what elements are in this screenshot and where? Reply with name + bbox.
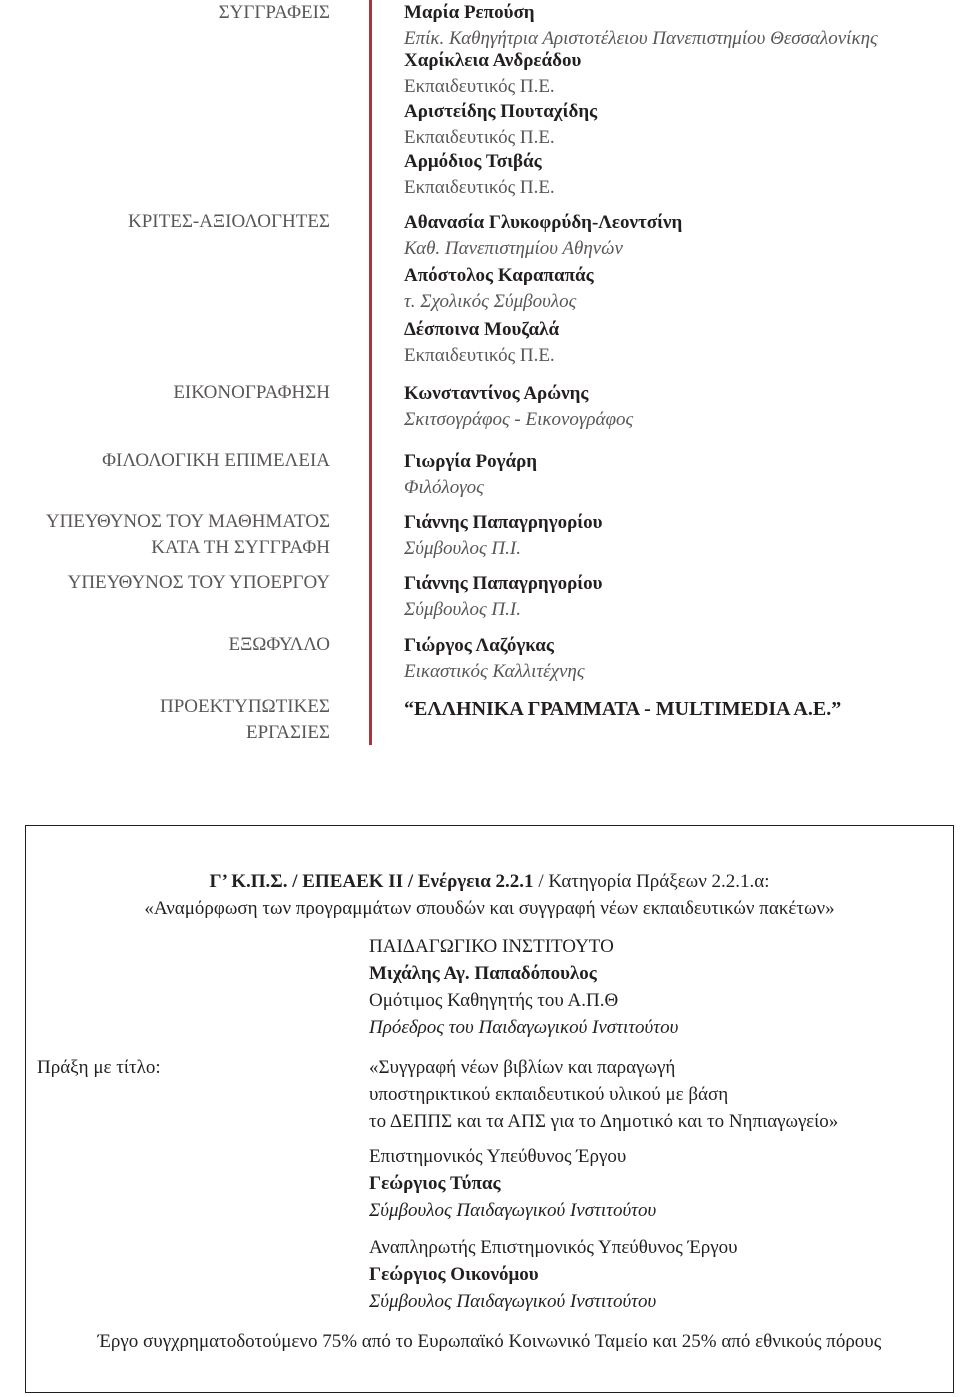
scientific-lead-label: Επιστημονικός Υπεύθυνος Έργου (369, 1146, 627, 1167)
subject-lead-name: Γιάννης Παπαγρηγορίου (404, 512, 603, 533)
author-name: Μαρία Ρεπούση (404, 2, 535, 23)
label-reviewers: ΚΡΙΤΕΣ-ΑΞΙΟΛΟΓΗΤΕΣ (128, 211, 330, 232)
scientific-lead-name: Γεώργιος Τύπας (369, 1173, 501, 1194)
label-philology: ΦΙΛΟΛΟΓΙΚΗ ΕΠΙΜΕΛΕΙΑ (102, 450, 330, 471)
subproject-lead-name: Γιάννης Παπαγρηγορίου (404, 573, 603, 594)
scientific-lead-role: Σύμβουλος Παιδαγωγικού Ινστιτούτου (369, 1200, 657, 1221)
reviewer-role: τ. Σχολικός Σύμβουλος (404, 291, 577, 312)
prepress-company: “ΕΛΛΗΝΙΚΑ ΓΡΑΜΜΑΤΑ - MULTIMEDIA A.E.” (404, 698, 842, 720)
reviewer-name: Αθανασία Γλυκοφρύδη-Λεοντσίνη (404, 212, 683, 233)
label-prepress-line1: ΠΡΟΕΚΤΥΠΩΤΙΚΕΣ (160, 696, 330, 717)
label-prepress-line2: ΕΡΓΑΣΙΕΣ (246, 722, 330, 743)
author-role: Εκπαιδευτικός Π.Ε. (404, 76, 555, 97)
cover-artist-name: Γιώργος Λαζόγκας (404, 635, 554, 656)
funding-info-box (25, 825, 954, 1393)
illustrator-role: Σκιτσογράφος - Εικονογράφος (404, 409, 634, 430)
deputy-lead-name: Γεώργιος Οικονόμου (369, 1264, 539, 1285)
philologist-role: Φιλόλογος (404, 477, 484, 498)
label-authors: ΣΥΓΓΡΑΦΕΙΣ (218, 2, 330, 23)
reviewer-role: Εκπαιδευτικός Π.Ε. (404, 345, 555, 366)
action-title-line: το ΔΕΠΠΣ και τα ΑΠΣ για το Δημοτικό και το Νηπιαγωγείο» (369, 1111, 839, 1132)
label-illustration: ΕΙΚΟΝΟΓΡΑΦΗΣΗ (173, 382, 330, 403)
author-name: Αρμόδιος Τσιβάς (404, 151, 542, 172)
reviewer-name: Απόστολος Καραπαπάς (404, 265, 594, 286)
vertical-divider (369, 0, 372, 745)
author-role: Επίκ. Καθηγήτρια Αριστοτέλειου Πανεπιστημίου Θεσσαλονίκης (404, 28, 878, 49)
action-title-line: υποστηρικτικού εκπαιδευτικού υλικού με βάση (369, 1084, 729, 1105)
author-name: Χαρίκλεια Ανδρεάδου (404, 50, 582, 71)
label-cover: ΕΞΩΦΥΛΛΟ (228, 634, 330, 655)
author-role: Εκπαιδευτικός Π.Ε. (404, 177, 555, 198)
cover-artist-role: Εικαστικός Καλλιτέχνης (404, 661, 585, 682)
president-name: Μιχάλης Αγ. Παπαδόπουλος (369, 963, 597, 984)
deputy-lead-label: Αναπληρωτής Επιστημονικός Υπεύθυνος Έργου (369, 1237, 738, 1258)
president-title: Ομότιμος Καθηγητής του Α.Π.Θ (369, 990, 619, 1011)
reviewer-name: Δέσποινα Μουζαλά (404, 319, 560, 340)
philologist-name: Γιωργία Ρογάρη (404, 451, 538, 472)
label-subproject: ΥΠΕΥΘΥΝΟΣ ΤΟΥ ΥΠΟΕΡΓΟΥ (67, 572, 330, 593)
label-subject-line1: ΥΠΕΥΘΥΝΟΣ ΤΟΥ ΜΑΘΗΜΑΤΟΣ (45, 511, 330, 532)
deputy-lead-role: Σύμβουλος Παιδαγωγικού Ινστιτούτου (369, 1291, 657, 1312)
action-label: Πράξη με τίτλο: (37, 1057, 161, 1078)
author-role: Εκπαιδευτικός Π.Ε. (404, 127, 555, 148)
subproject-lead-role: Σύμβουλος Π.Ι. (404, 599, 521, 620)
president-role: Πρόεδρος του Παιδαγωγικού Ινστιτούτου (369, 1017, 679, 1038)
reviewer-role: Καθ. Πανεπιστημίου Αθηνών (404, 238, 623, 259)
funding-header-category: / Κατηγορία Πράξεων 2.2.1.α: (533, 871, 770, 892)
author-name: Αριστείδης Πουταχίδης (404, 101, 598, 122)
illustrator-name: Κωνσταντίνος Αρώνης (404, 383, 589, 404)
label-subject-line2: ΚΑΤΑ ΤΗ ΣΥΓΓΡΑΦΗ (151, 537, 330, 558)
institute-name: ΠΑΙΔΑΓΩΓΙΚΟ ΙΝΣΤΙΤΟΥΤΟ (369, 936, 614, 957)
subject-lead-role: Σύμβουλος Π.Ι. (404, 538, 521, 559)
funding-subtitle: «Αναμόρφωση των προγραμμάτων σπουδών και συγγραφή νέων εκπαιδευτικών πακέτων» (144, 898, 835, 919)
cofunding-note: Έργο συγχρηματοδοτούμενο 75% από το Ευρωπαϊκό Κοινωνικό Ταμείο και 25% από εθνικούς πόρους (97, 1331, 882, 1352)
action-title-line: «Συγγραφή νέων βιβλίων και παραγωγή (369, 1057, 676, 1078)
funding-header (26, 869, 953, 895)
funding-header-program: Γ’ Κ.Π.Σ. / ΕΠΕΑΕΚ ΙΙ / Ενέργεια 2.2.1 (209, 871, 534, 892)
